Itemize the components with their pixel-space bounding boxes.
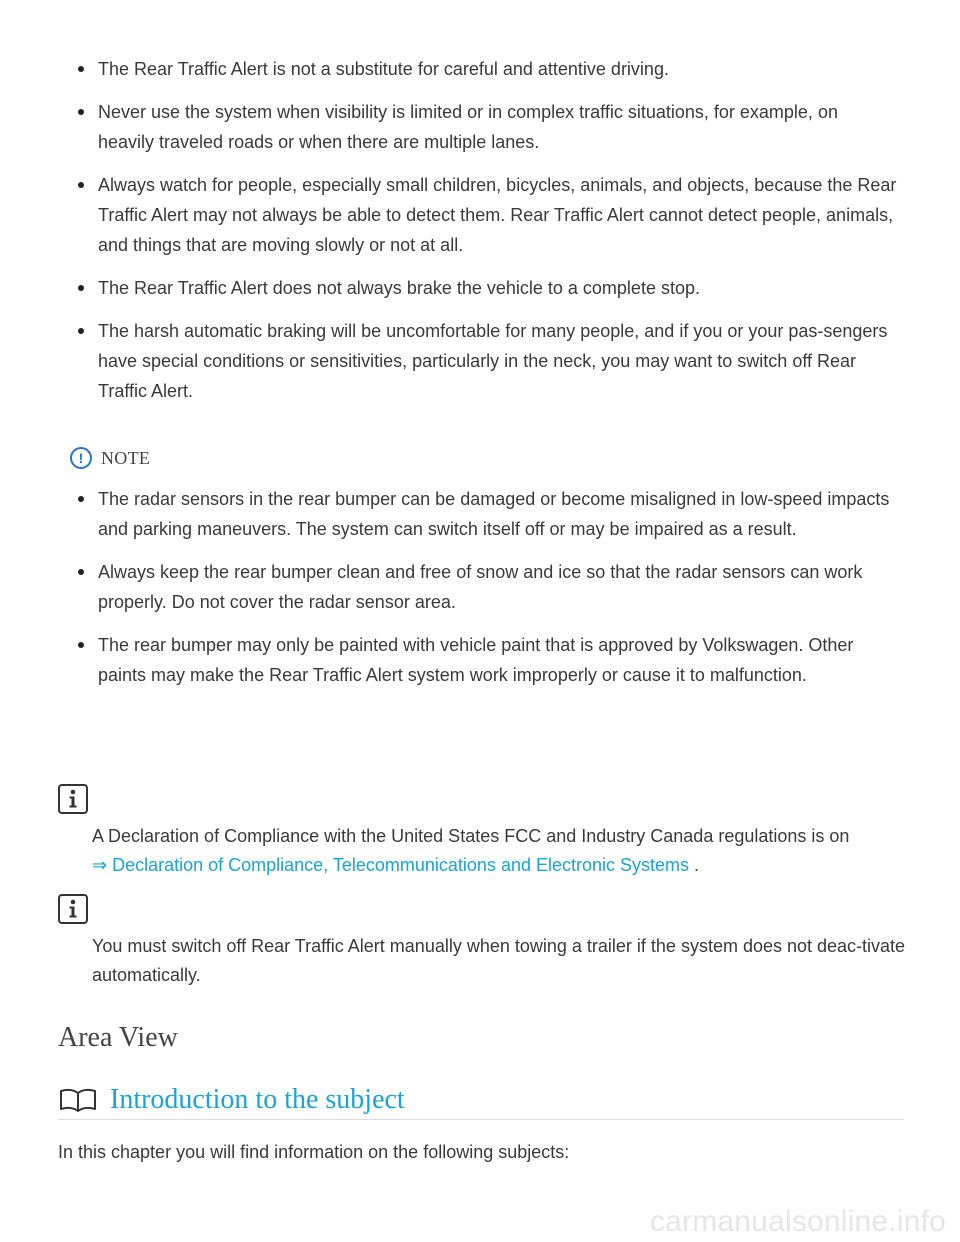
compliance-link[interactable]: ⇒ Declaration of Compliance, Telecommunications and Electronic Systems bbox=[92, 855, 690, 875]
bullet-dot bbox=[78, 66, 84, 72]
note-item bbox=[78, 484, 898, 544]
warning-item-text: The Rear Traffic Alert does not always brake the vehicle to a complete stop. bbox=[98, 278, 700, 298]
watermark: carmanualsonline.info bbox=[649, 1205, 946, 1238]
note-list bbox=[78, 484, 898, 703]
info-text: You must switch off Rear Traffic Alert manually when towing a trailer if the system does not deac-tivate automatically. bbox=[92, 936, 906, 985]
bullet-dot bbox=[78, 642, 84, 648]
info-icon bbox=[58, 894, 88, 924]
book-icon bbox=[58, 1087, 98, 1113]
bullet-dot bbox=[78, 569, 84, 575]
intro-text: In this chapter you will find information on the following subjects: bbox=[58, 1142, 570, 1162]
bullet-dot bbox=[78, 496, 84, 502]
info-text-body: A Declaration of Compliance with the United States FCC and Industry Canada regulations is on bbox=[92, 826, 850, 846]
warning-item bbox=[78, 170, 898, 260]
section-title: Area View bbox=[58, 1022, 178, 1053]
note-heading bbox=[70, 447, 150, 469]
warning-item bbox=[78, 273, 898, 303]
warning-item-text: The harsh automatic braking will be uncomfortable for many people, and if you or your pas-sengers have special conditions or sensitivities, particularly in the neck, you may want to switch off Rear Traffic Alert. bbox=[98, 321, 888, 401]
info-text-period: . bbox=[689, 855, 700, 875]
subsection-header bbox=[58, 1081, 904, 1120]
info-icon bbox=[58, 784, 88, 814]
note-label: NOTE bbox=[101, 447, 151, 468]
warning-item bbox=[78, 316, 898, 406]
info-text bbox=[92, 822, 912, 880]
note-item bbox=[78, 557, 898, 617]
bullet-dot bbox=[78, 285, 84, 291]
warning-item-text: Always watch for people, especially small children, bicycles, animals, and objects, because the Rear Traffic Alert may not always be able to detect them. Rear Traffic Alert cannot detect people, animals, and things that are moving slowly or not at all. bbox=[98, 175, 897, 255]
exclamation-circle-icon: ! bbox=[70, 447, 92, 469]
info-block-compliance bbox=[58, 784, 918, 880]
bullet-dot bbox=[78, 109, 84, 115]
bullet-dot bbox=[78, 182, 84, 188]
warning-item bbox=[78, 97, 898, 157]
note-item-text: The rear bumper may only be painted with vehicle paint that is approved by Volkswagen. Other paints may make the Rear Traffic Alert system work improperly or cause it to malfunction. bbox=[98, 635, 854, 685]
subsection-title-link[interactable]: Introduction to the subject bbox=[110, 1084, 405, 1115]
warning-list bbox=[78, 54, 898, 419]
warning-item bbox=[78, 54, 898, 84]
note-item-text: The radar sensors in the rear bumper can be damaged or become misaligned in low-speed impacts and parking maneuvers. The system can switch itself off or may be impaired as a result. bbox=[98, 489, 890, 539]
note-item-text: Always keep the rear bumper clean and free of snow and ice so that the radar sensors can work properly. Do not cover the radar sensor area. bbox=[98, 562, 863, 612]
bullet-dot bbox=[78, 328, 84, 334]
warning-item-text: Never use the system when visibility is limited or in complex traffic situations, for example, on heavily traveled roads or when there are multiple lanes. bbox=[98, 102, 838, 152]
info-block-trailer bbox=[58, 894, 918, 990]
note-item bbox=[78, 630, 898, 690]
warning-item-text: The Rear Traffic Alert is not a substitute for careful and attentive driving. bbox=[98, 59, 669, 79]
